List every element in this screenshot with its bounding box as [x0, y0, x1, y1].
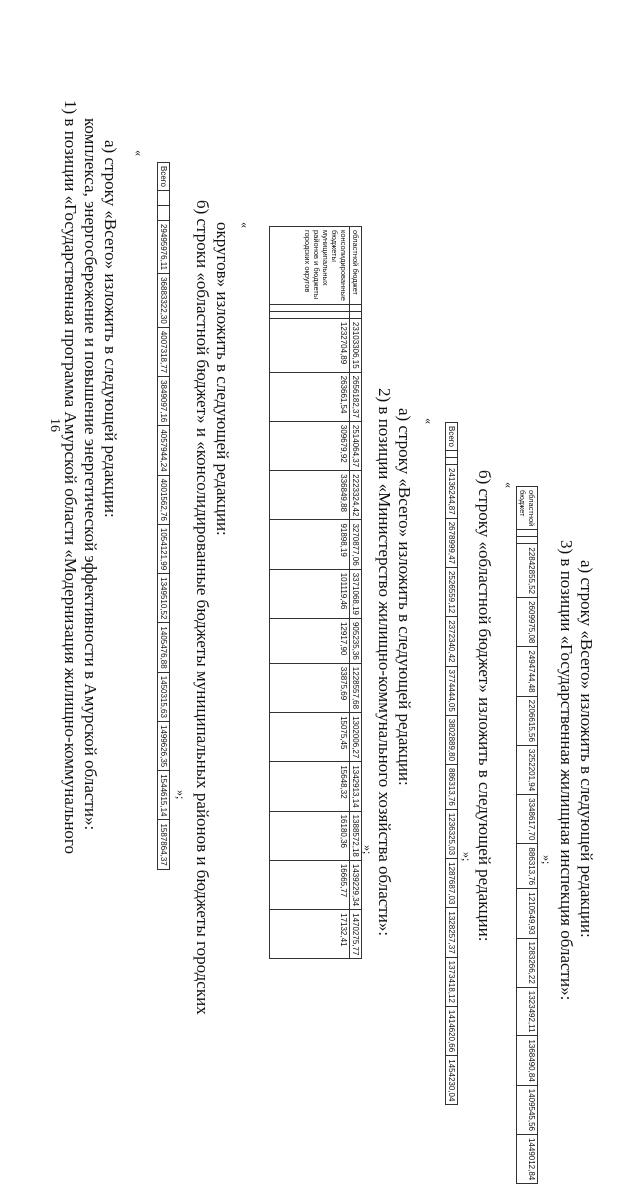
table-row — [270, 227, 350, 959]
value-cell: 3348617,70 — [517, 795, 538, 844]
value-cell: 905235,36 — [350, 618, 362, 663]
value-cell: 1349510,52 — [158, 574, 170, 623]
value-cell: 309679,92 — [270, 421, 350, 470]
empty-cell — [446, 450, 458, 457]
open-quote-3: « — [422, 418, 436, 424]
empty-cell — [517, 530, 538, 537]
para1-line3: а) строку «Всего» изложить в следующей редакции: — [101, 140, 120, 518]
close-quote-2: »; — [361, 845, 375, 855]
value-cell: 1228557,68 — [350, 663, 362, 712]
value-cell: 2609975,08 — [517, 598, 538, 647]
value-cell: 886313,76 — [446, 765, 458, 810]
value-cell: 1499626,35 — [158, 721, 170, 770]
value-cell: 91898,19 — [270, 520, 350, 569]
empty-cell — [270, 311, 350, 318]
value-cell: 4057944,24 — [158, 426, 170, 475]
value-cell: 1368490,84 — [517, 1036, 538, 1085]
value-cell: 16665,77 — [270, 860, 350, 909]
table-total-2 — [445, 422, 458, 1105]
value-cell: 3849097,16 — [158, 377, 170, 426]
page-number: 16 — [47, 418, 62, 432]
para5-line2: а) строку «Всего» изложить в следующей редакции: — [577, 560, 596, 938]
value-cell: 1283266,22 — [517, 938, 538, 987]
value-cell: 1439229,34 — [350, 860, 362, 909]
value-cell: 2526559,12 — [446, 567, 458, 616]
open-quote-1: « — [132, 150, 146, 156]
table-regional-budget — [516, 486, 538, 1184]
value-cell: 3252201,94 — [517, 745, 538, 794]
value-cell: 3802889,80 — [446, 715, 458, 764]
value-cell: 2494744,48 — [517, 647, 538, 696]
value-cell: 36883322,30 — [158, 274, 170, 328]
value-cell: 4007318,77 — [158, 327, 170, 376]
para1-line2: комплекса, энергосбережение и повышение энергетической эффективности в Амурской области»: — [81, 118, 100, 831]
empty-cell — [158, 205, 170, 220]
value-cell: 2372340,42 — [446, 617, 458, 666]
value-cell: 15075,45 — [270, 713, 350, 762]
value-cell: 1302006,27 — [350, 713, 362, 762]
value-cell: 1409545,56 — [517, 1085, 538, 1134]
value-cell: 1470275,77 — [350, 910, 362, 959]
value-cell: 1342913,14 — [350, 762, 362, 811]
value-cell: 22842855,52 — [517, 544, 538, 598]
close-quote-4: »; — [540, 855, 554, 865]
para2-line2: округов» изложить в следующей редакции: — [213, 222, 232, 536]
value-cell: 1414620,66 — [446, 1006, 458, 1055]
value-cell: 2656182,37 — [350, 372, 362, 421]
para1-line1: 1) в позиции «Государственная программа Амурской области «Модернизация жилищно-коммунального — [61, 100, 80, 854]
value-cell: 2514064,37 — [350, 421, 362, 470]
value-cell: 263661,54 — [270, 372, 350, 421]
open-quote-4: « — [502, 482, 516, 488]
value-cell: 24136244,87 — [446, 464, 458, 518]
para4-line1: б) строку «областной бюджет» изложить в следующей редакции: — [475, 470, 494, 942]
value-cell: 3774444,05 — [446, 666, 458, 715]
value-cell: 2223324,42 — [350, 471, 362, 520]
value-cell: 1232704,89 — [270, 318, 350, 372]
empty-cell — [517, 537, 538, 544]
empty-cell — [446, 457, 458, 464]
value-cell: 1544615,14 — [158, 771, 170, 820]
value-cell: 1450315,63 — [158, 672, 170, 721]
value-cell: 2206615,56 — [517, 696, 538, 745]
empty-cell — [350, 304, 362, 311]
para3-line1: 2) в позиции «Министерство жилищно-коммунального хозяйства области»: — [375, 388, 394, 937]
value-cell: 1210549,93 — [517, 889, 538, 938]
value-cell: 3270877,06 — [350, 520, 362, 569]
value-cell: 1449012,84 — [517, 1134, 538, 1183]
para5-line1: 3) в позиции «Государственная жилищная инспекция области»: — [557, 540, 576, 1001]
value-cell: 1454230,04 — [446, 1056, 458, 1105]
row-label: Всего — [158, 163, 170, 191]
value-cell: 1054121,99 — [158, 524, 170, 573]
value-cell: 1587864,37 — [158, 820, 170, 869]
value-cell: 1388572,18 — [350, 811, 362, 860]
value-cell: 29495976,11 — [158, 220, 170, 273]
value-cell: 886313,76 — [517, 844, 538, 889]
value-cell: 12917,90 — [270, 618, 350, 663]
table-row — [446, 423, 458, 1105]
value-cell: 1236325,03 — [446, 809, 458, 858]
value-cell: 33875,69 — [270, 663, 350, 712]
empty-cell — [350, 311, 362, 318]
row-label: областной бюджет — [350, 227, 362, 305]
value-cell: 4001562,76 — [158, 475, 170, 524]
table-row — [158, 163, 170, 870]
value-cell: 16180,36 — [270, 811, 350, 860]
value-cell: 15648,32 — [270, 762, 350, 811]
empty-cell — [270, 304, 350, 311]
value-cell: 1373418,12 — [446, 957, 458, 1006]
empty-cell — [158, 190, 170, 205]
para3-line2: а) строку «Всего» изложить в следующей редакции: — [395, 408, 414, 786]
value-cell: 23103306,15 — [350, 318, 362, 372]
table-total-1 — [157, 162, 170, 870]
value-cell: 2678999,47 — [446, 518, 458, 567]
value-cell: 17132,41 — [270, 910, 350, 959]
value-cell: 336849,88 — [270, 471, 350, 520]
value-cell: 1328257,37 — [446, 908, 458, 957]
close-quote-3: »; — [460, 852, 474, 862]
value-cell: 1405476,88 — [158, 623, 170, 672]
value-cell: 3371068,19 — [350, 569, 362, 618]
para2-line1: б) строки «областной бюджет» и «консолидированные бюджеты муниципальных районов и бюджеты городских — [193, 200, 212, 1015]
close-quote-1: »; — [174, 790, 188, 800]
value-cell: 1287687,03 — [446, 859, 458, 908]
row-label: консолидированные бюджеты муниципальных районов и бюджеты городских округов — [270, 227, 350, 305]
value-cell: 1323492,11 — [517, 987, 538, 1036]
table-budgets — [269, 226, 362, 959]
row-label: Всего — [446, 423, 458, 451]
row-label: областной бюджет — [517, 487, 538, 530]
value-cell: 101119,46 — [270, 569, 350, 618]
table-row — [517, 487, 538, 1184]
open-quote-2: « — [238, 222, 252, 228]
